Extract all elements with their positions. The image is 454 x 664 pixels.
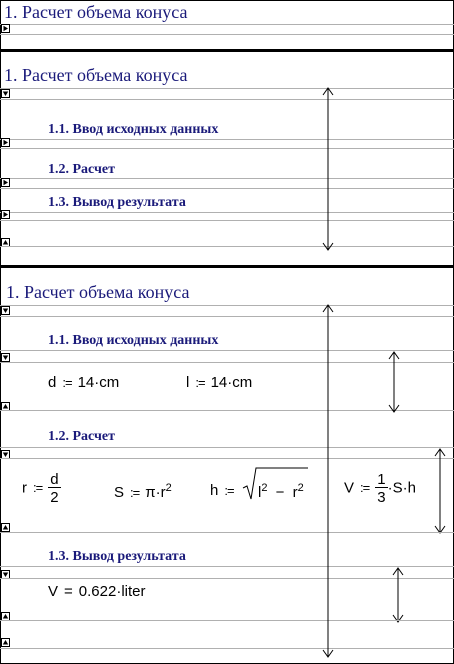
- section-divider: [0, 49, 454, 52]
- triangle-down-icon[interactable]: [1, 306, 10, 315]
- triangle-up-icon[interactable]: [1, 523, 10, 532]
- triangle-right-icon[interactable]: [1, 210, 10, 219]
- region-arrow: [322, 303, 334, 659]
- section-title: 1. Расчет объема конуса: [4, 65, 188, 85]
- region-arrow: [392, 566, 404, 624]
- equation-d[interactable]: d := 14·cm: [48, 374, 120, 391]
- region-arrow: [322, 86, 334, 252]
- subsection-title: 1.1. Ввод исходных данных: [48, 122, 219, 137]
- region-arrow: [388, 350, 400, 414]
- subsection-title: 1.1. Ввод исходных данных: [48, 333, 219, 348]
- subsection-title: 1.3. Вывод результата: [48, 549, 186, 564]
- equation-V[interactable]: V := $\frac{1}{3}$ ·S·h: [344, 471, 416, 506]
- frame-top: [0, 0, 454, 1]
- result-V[interactable]: V = 0.622·liter: [48, 583, 146, 600]
- equation-S[interactable]: S := $\pi\cdot r^2$: [114, 482, 172, 501]
- subsection-title: 1.2. Расчет: [48, 429, 115, 444]
- equation-r[interactable]: r := $\frac{d}{2}$: [22, 471, 59, 506]
- equation-l[interactable]: l := 14·cm: [186, 374, 253, 391]
- section-divider: [0, 265, 454, 268]
- triangle-right-icon[interactable]: [1, 178, 10, 187]
- section-title: 1. Расчет объема конуса: [4, 2, 188, 22]
- triangle-right-icon[interactable]: [1, 138, 10, 147]
- section-title: 1. Расчет объема конуса: [6, 282, 190, 302]
- equation-h[interactable]: h :=: [210, 482, 234, 499]
- equation-h-radicand: $l^2 - r^2$: [258, 482, 304, 501]
- triangle-down-icon[interactable]: [1, 353, 10, 362]
- subsection-title: 1.3. Вывод результата: [48, 195, 186, 210]
- subsection-title: 1.2. Расчет: [48, 162, 115, 177]
- triangle-down-icon[interactable]: [1, 89, 10, 98]
- triangle-up-icon[interactable]: [1, 638, 10, 647]
- region-arrow: [434, 447, 446, 535]
- triangle-right-icon[interactable]: [1, 24, 10, 33]
